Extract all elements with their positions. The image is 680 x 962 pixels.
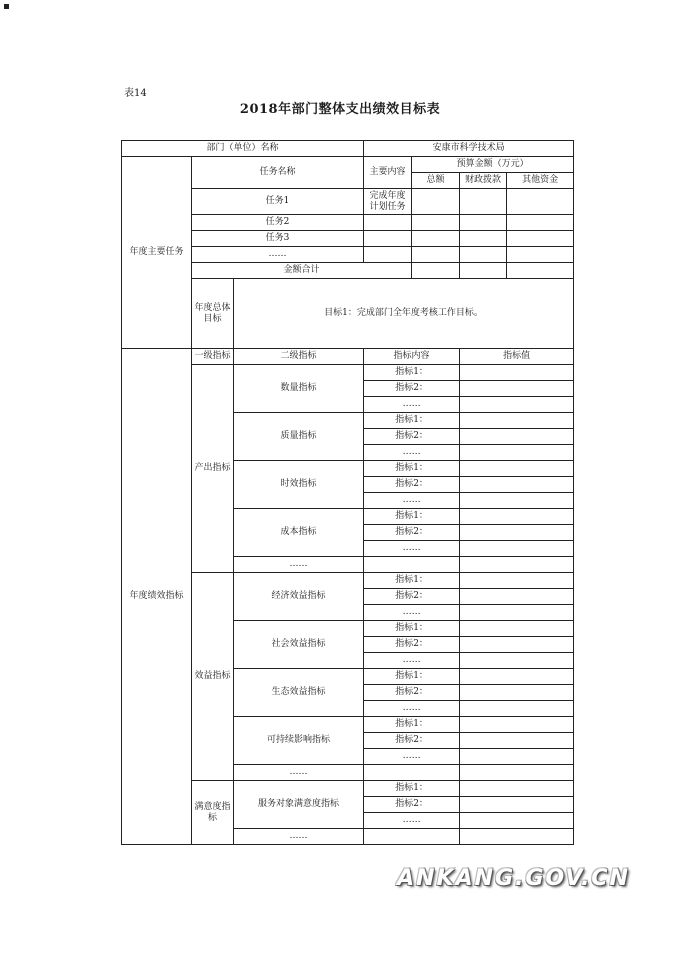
indicator-item: 指标1：: [364, 717, 460, 733]
indicator-more: ……: [364, 541, 460, 557]
task-3: 任务3: [192, 231, 364, 247]
col-content: 指标内容: [364, 349, 460, 365]
task-1-content: 完成年度计划任务: [364, 189, 412, 215]
col-budget: 预算金额（万元）: [412, 157, 574, 173]
task-more: ……: [192, 247, 364, 263]
col-other: 其他资金: [507, 173, 574, 189]
watermark: ANKANG.GOV.CN: [397, 866, 630, 891]
tasks-section-label: 年度主要任务: [122, 157, 192, 349]
sum-label: 金额合计: [192, 263, 412, 279]
sustainable-indicator: 可持续影响指标: [234, 717, 364, 765]
col-main-content: 主要内容: [364, 157, 412, 189]
indicator-item: 指标1：: [364, 365, 460, 381]
indicator-item: 指标2：: [364, 477, 460, 493]
indicator-item: 指标2：: [364, 685, 460, 701]
cost-indicator: 成本指标: [234, 509, 364, 557]
indicator-more: ……: [364, 701, 460, 717]
timeliness-indicator: 时效指标: [234, 461, 364, 509]
output-more: ……: [234, 557, 364, 573]
goal-section-label: 年度总体目标: [192, 279, 234, 349]
indicator-item: 指标2：: [364, 797, 460, 813]
col-level1: 一级指标: [192, 349, 234, 365]
indicator-item: 指标2：: [364, 525, 460, 541]
scan-mark: [4, 4, 9, 9]
task-1: 任务1: [192, 189, 364, 215]
col-value: 指标值: [460, 349, 574, 365]
indicator-more: ……: [364, 397, 460, 413]
col-fiscal: 财政拨款: [460, 173, 507, 189]
benefit-indicator: 效益指标: [192, 573, 234, 781]
goal-text: 目标1：完成部门全年度考核工作目标。: [234, 279, 574, 349]
benefit-more: ……: [234, 765, 364, 781]
task-2: 任务2: [192, 215, 364, 231]
performance-table: [121, 140, 574, 845]
ecological-indicator: 生态效益指标: [234, 669, 364, 717]
col-task-name: 任务名称: [192, 157, 364, 189]
indicator-more: ……: [364, 653, 460, 669]
indicator-item: 指标2：: [364, 637, 460, 653]
indicator-more: ……: [364, 493, 460, 509]
indicator-item: 指标1：: [364, 781, 460, 797]
page-title: 2018年部门整体支出绩效目标表: [239, 102, 441, 117]
indicator-item: 指标2：: [364, 429, 460, 445]
indicator-item: 指标2：: [364, 733, 460, 749]
dept-value: 安康市科学技术局: [364, 141, 574, 157]
indicator-item: 指标1：: [364, 669, 460, 685]
indicator-item: 指标1：: [364, 461, 460, 477]
indicator-item: 指标1：: [364, 509, 460, 525]
dept-label: 部门（单位）名称: [122, 141, 364, 157]
indicator-item: 指标2：: [364, 381, 460, 397]
col-level2: 二级指标: [234, 349, 364, 365]
indicator-more: ……: [364, 813, 460, 829]
indicator-more: ……: [364, 605, 460, 621]
indicators-section-label: 年度绩效指标: [122, 349, 192, 845]
social-indicator: 社会效益指标: [234, 621, 364, 669]
indicator-item: 指标2：: [364, 589, 460, 605]
quality-indicator: 质量指标: [234, 413, 364, 461]
output-indicator: 产出指标: [192, 365, 234, 573]
indicator-item: 指标1：: [364, 621, 460, 637]
indicator-item: 指标1：: [364, 573, 460, 589]
satisfaction-more: ……: [234, 829, 364, 845]
economic-indicator: 经济效益指标: [234, 573, 364, 621]
service-satisfaction-indicator: 服务对象满意度指标: [234, 781, 364, 829]
table-label: 表14: [124, 88, 147, 99]
indicator-more: ……: [364, 445, 460, 461]
indicator-item: 指标1：: [364, 413, 460, 429]
col-total: 总额: [412, 173, 460, 189]
satisfaction-indicator: 满意度指标: [192, 781, 234, 845]
indicator-more: ……: [364, 749, 460, 765]
quantity-indicator: 数量指标: [234, 365, 364, 413]
